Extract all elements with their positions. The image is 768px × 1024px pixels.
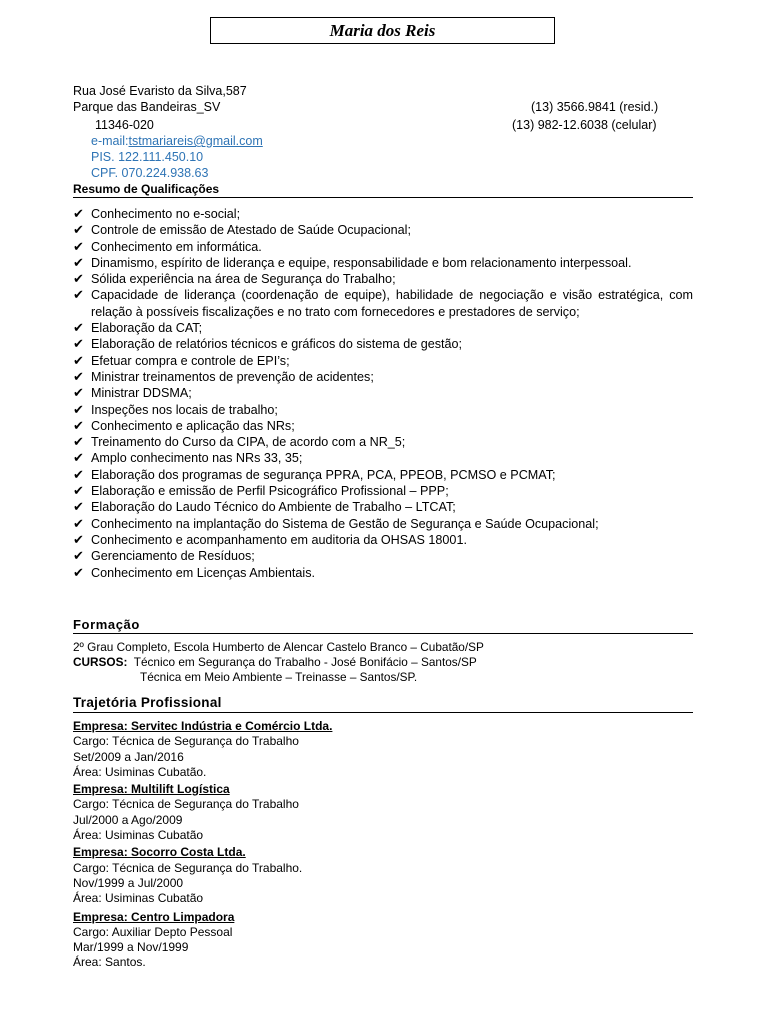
qualifications-list (73, 206, 693, 581)
checkmark-icon: ✔ (73, 515, 84, 531)
course-2: Técnica em Meio Ambiente – Treinasse – Santos/SP. (140, 670, 418, 684)
checkmark-icon: ✔ (73, 206, 84, 221)
qualification-item (73, 222, 693, 238)
qualification-text: Inspeções nos locais de trabalho; (91, 402, 278, 417)
job-period: Set/2009 a Jan/2016 (73, 749, 184, 764)
checkmark-icon: ✔ (73, 352, 84, 368)
qualification-item (73, 287, 693, 320)
qualification-text: Conhecimento na implantação do Sistema de Gestão de Segurança e Saúde Ocupacional; (91, 516, 599, 531)
job-entry (73, 782, 693, 843)
qualification-text: Ministrar DDSMA; (91, 386, 192, 401)
job-role: Cargo: Técnica de Segurança do Trabalho (73, 734, 299, 749)
qualification-item (73, 369, 693, 385)
job-area: Área: Usiminas Cubatão (73, 891, 204, 906)
checkmark-icon: ✔ (73, 499, 84, 515)
job-entry (73, 910, 693, 971)
qualification-text: Elaboração e emissão de Perfil Psicográfico Profissional – PPP; (91, 484, 449, 499)
qualification-text: Conhecimento e aplicação das NRs; (91, 418, 295, 433)
checkmark-icon: ✔ (73, 401, 84, 417)
courses-line-1 (73, 655, 477, 670)
checkmark-icon: ✔ (73, 238, 84, 254)
qualification-item (73, 271, 693, 287)
checkmark-icon: ✔ (73, 287, 84, 303)
zip-code: 11346-020 (95, 118, 154, 132)
checkmark-icon: ✔ (73, 254, 84, 270)
qualification-item (73, 336, 693, 352)
job-area: Área: Usiminas Cubatão. (73, 764, 207, 779)
qualification-text: Sólida experiência na área de Segurança do Trabalho; (91, 272, 396, 287)
qualification-item (73, 532, 693, 548)
job-entry (73, 845, 693, 906)
qualification-item (73, 320, 693, 336)
qualification-item (73, 467, 693, 483)
resume-name: Maria dos Reis (329, 21, 436, 40)
checkmark-icon: ✔ (73, 368, 84, 384)
qualification-item (73, 402, 693, 418)
qualification-text: Conhecimento e acompanhamento em auditoria da OHSAS 18001. (91, 532, 467, 547)
email-line (91, 134, 263, 148)
qualification-text: Gerenciamento de Resíduos; (91, 549, 255, 564)
checkmark-icon: ✔ (73, 548, 84, 564)
qualification-item (73, 565, 693, 581)
qualification-item (73, 255, 693, 271)
checkmark-icon: ✔ (73, 483, 84, 499)
career-jobs (73, 719, 693, 971)
job-company: Empresa: Centro Limpadora (73, 909, 235, 924)
email-link[interactable]: tstmariareis@gmail.com (128, 134, 263, 148)
address-line-2: Parque das Bandeiras_SV (73, 100, 221, 114)
phone-residential: (13) 3566.9841 (resid.) (531, 100, 659, 114)
job-entry (73, 719, 693, 780)
qualification-text: Conhecimento em Licenças Ambientais. (91, 565, 316, 580)
job-role: Cargo: Auxiliar Depto Pessoal (73, 924, 233, 939)
qualification-text: Elaboração do Laudo Técnico do Ambiente de Trabalho – LTCAT; (91, 500, 456, 515)
checkmark-icon: ✔ (73, 564, 84, 580)
checkmark-icon: ✔ (73, 385, 84, 401)
career-title: Trajetória Profissional (73, 694, 693, 713)
address-line-1: Rua José Evaristo da Silva,587 (73, 84, 247, 98)
qualification-item (73, 418, 693, 434)
qualification-item (73, 450, 693, 466)
checkmark-icon: ✔ (73, 222, 84, 238)
qualifications-title: Resumo de Qualificações (73, 181, 693, 198)
qualification-text: Capacidade de liderança (coordenação de equipe), habilidade de negociação e visão estratégica, com relação à possíveis fiscalizações e no trato com fornecedores e prestadores de serviço; (91, 288, 693, 319)
qualification-text: Treinamento do Curso da CIPA, de acordo com a NR_5; (91, 435, 406, 450)
checkmark-icon: ✔ (73, 466, 84, 482)
checkmark-icon: ✔ (73, 417, 84, 433)
job-role: Cargo: Técnica de Segurança do Trabalho. (73, 860, 303, 875)
job-period: Mar/1999 a Nov/1999 (73, 940, 189, 955)
checkmark-icon: ✔ (73, 336, 84, 352)
qualification-item (73, 516, 693, 532)
checkmark-icon: ✔ (73, 450, 84, 466)
course-1: Técnico em Segurança do Trabalho - José Bonifácio – Santos/SP (133, 655, 477, 669)
job-company: Empresa: Servitec Indústria e Comércio Ltda. (73, 719, 333, 733)
job-period: Nov/1999 a Jul/2000 (73, 875, 184, 890)
qualification-item (73, 206, 693, 222)
qualification-text: Elaboração de relatórios técnicos e gráficos do sistema de gestão; (91, 337, 463, 352)
job-role: Cargo: Técnica de Segurança do Trabalho (73, 797, 299, 812)
job-area: Área: Santos. (73, 955, 146, 970)
qualification-text: Conhecimento em informática. (91, 239, 262, 254)
phone-mobile: (13) 982-12.6038 (celular) (512, 118, 657, 132)
job-period: Jul/2000 a Ago/2009 (73, 812, 183, 827)
qualification-item (73, 499, 693, 515)
qualification-text: Ministrar treinamentos de prevenção de acidentes; (91, 369, 374, 384)
qualification-item (73, 434, 693, 450)
qualification-item (73, 239, 693, 255)
checkmark-icon: ✔ (73, 531, 84, 547)
qualification-text: Elaboração da CAT; (91, 321, 203, 336)
education-title: Formação (73, 616, 693, 634)
checkmark-icon: ✔ (73, 271, 84, 287)
email-label: e-mail: (91, 134, 129, 148)
qualification-item (73, 483, 693, 499)
checkmark-icon: ✔ (73, 434, 84, 450)
resume-name-box (210, 17, 555, 44)
qualification-text: Conhecimento no e-social; (91, 207, 241, 221)
qualification-text: Efetuar compra e controle de EPI’s; (91, 353, 290, 368)
qualification-item (73, 548, 693, 564)
cpf-number: CPF. 070.224.938.63 (91, 166, 209, 180)
qualification-item (73, 385, 693, 401)
job-company: Empresa: Multilift Logística (73, 782, 230, 797)
qualification-item (73, 353, 693, 369)
qualification-text: Elaboração dos programas de segurança PPRA, PCA, PPEOB, PCMSO e PCMAT; (91, 467, 556, 482)
courses-label: CURSOS: (73, 655, 128, 669)
education-school: 2º Grau Completo, Escola Humberto de Alencar Castelo Branco – Cubatão/SP (73, 640, 484, 654)
qualification-text: Controle de emissão de Atestado de Saúde Ocupacional; (91, 223, 411, 238)
checkmark-icon: ✔ (73, 320, 84, 336)
qualification-text: Amplo conhecimento nas NRs 33, 35; (91, 451, 303, 466)
qualification-text: Dinamismo, espírito de liderança e equipe, responsabilidade e bom relacionamento interpessoal. (91, 255, 632, 270)
job-company: Empresa: Socorro Costa Ltda. (73, 845, 246, 860)
job-area: Área: Usiminas Cubatão (73, 828, 204, 843)
pis-number: PIS. 122.111.450.10 (91, 150, 204, 164)
